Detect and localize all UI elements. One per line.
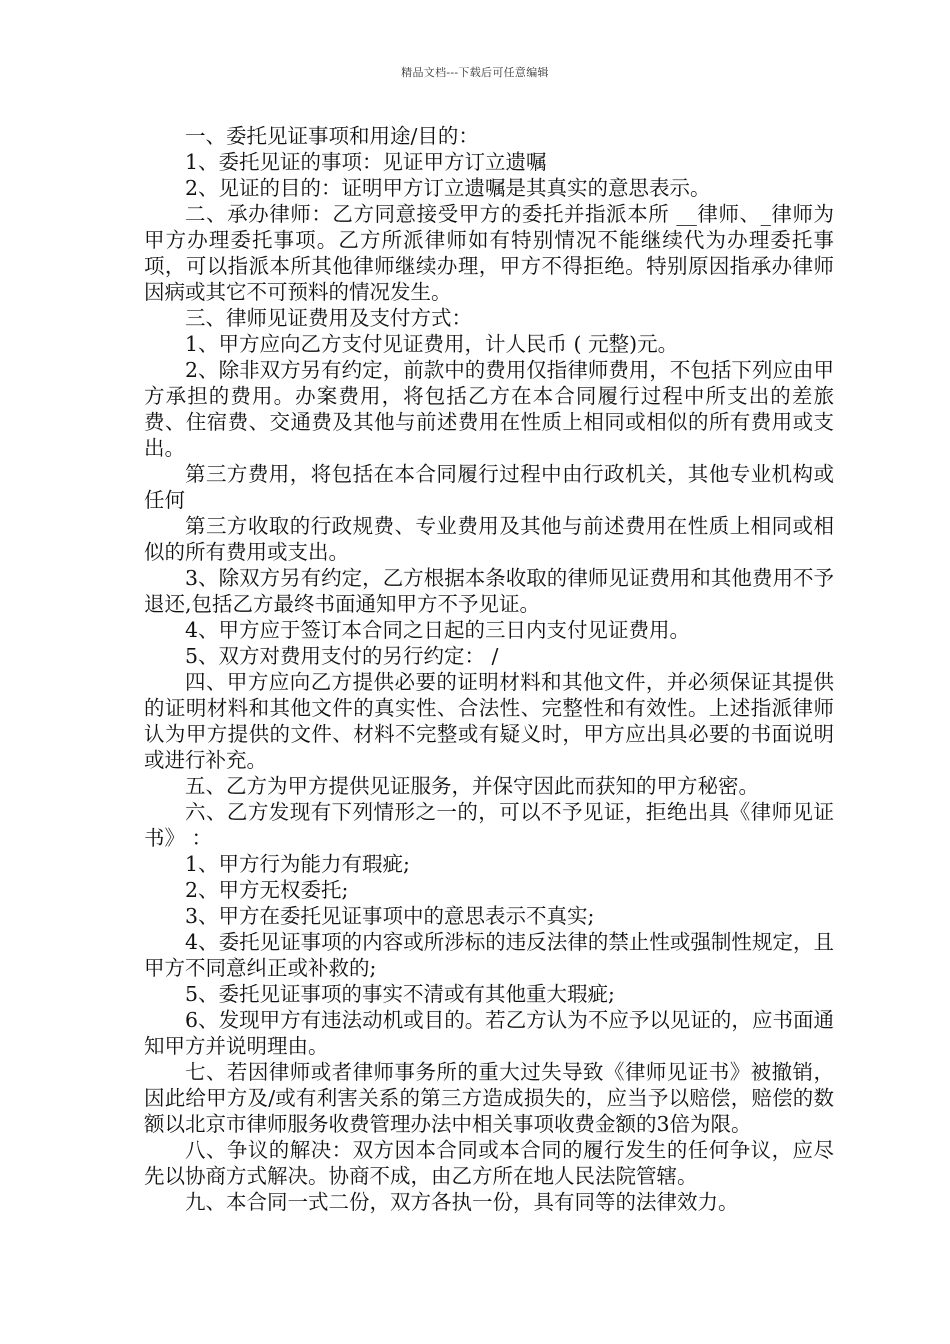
section-1-item-2: 2、见证的目的：证明甲方订立遗嘱是其真实的意思表示。 (185, 176, 711, 200)
third-party-fees-paragraph-2: 第三方收取的行政规费、专业费用及其他与前述费用在性质上相同或相似的所有费用或支出。 (144, 514, 834, 564)
section-3-item-2: 2、除非双方另有约定，前款中的费用仅指律师费用，不包括下列应由甲方承担的费用。办案费用，将包括乙方在本合同履行过程中所支出的差旅费、住宿费、交通费及其他与前述费用在性质上相同或相似的所有费用或支出。 (144, 358, 834, 460)
section-3-item-3: 3、除双方另有约定，乙方根据本条收取的律师见证费用和其他费用不予退还,包括乙方最终书面通知甲方不予见证。 (144, 566, 834, 616)
section-4-paragraph: 四、甲方应向乙方提供必要的证明材料和其他文件，并必须保证其提供的证明材料和其他文件的真实性、合法性、完整性和有效性。上述指派律师认为甲方提供的文件、材料不完整或有疑义时，甲方应出具必要的书面说明或进行补充。 (144, 670, 834, 772)
section-3-item-5: 5、双方对费用支付的另行约定： / (185, 644, 499, 668)
section-1-heading: 一、委托见证事项和用途/目的： (185, 124, 479, 148)
section-2-lawyer-paragraph: 二、承办律师：乙方同意接受甲方的委托并指派本所 __律师、_律师为甲方办理委托事项。乙方所派律师如有特别情况不能继续代为办理委托事项，可以指派本所其他律师继续办理，甲方不得拒绝。特别原因指承办律师因病或其它不可预料的情况发生。 (144, 202, 834, 304)
section-6-item-4: 4、委托见证事项的内容或所涉标的违反法律的禁止性或强制性规定，且甲方不同意纠正或补救的; (144, 930, 834, 980)
section-1-item-1: 1、委托见证的事项：见证甲方订立遗嘱 (185, 150, 547, 174)
section-6-item-1: 1、甲方行为能力有瑕疵; (185, 852, 410, 876)
section-6-item-5: 5、委托见证事项的事实不清或有其他重大瑕疵; (185, 982, 615, 1006)
section-3-item-4: 4、甲方应于签订本合同之日起的三日内支付见证费用。 (185, 618, 691, 642)
section-5-paragraph: 五、乙方为甲方提供见证服务，并保守因此而获知的甲方秘密。 (185, 774, 759, 798)
section-7-paragraph: 七、若因律师或者律师事务所的重大过失导致《律师见证书》被撤销，因此给甲方及/或有利害关系的第三方造成损失的，应当予以赔偿，赔偿的数额以北京市律师服务收费管理办法中相关事项收费金额的3倍为限。 (144, 1060, 834, 1136)
section-3-item-1: 1、甲方应向乙方支付见证费用，计人民币 ( 元整)元。 (185, 332, 679, 356)
page-header: 精品文档---下载后可任意编辑 (401, 66, 549, 79)
section-6-item-2: 2、甲方无权委托; (185, 878, 349, 902)
section-3-heading: 三、律师见证费用及支付方式： (185, 306, 472, 330)
section-9-paragraph: 九、本合同一式二份，双方各执一份，具有同等的法律效力。 (185, 1190, 739, 1214)
section-6-item-3: 3、甲方在委托见证事项中的意思表示不真实; (185, 904, 595, 928)
section-6-item-6: 6、发现甲方有违法动机或目的。若乙方认为不应予以见证的，应书面通知甲方并说明理由。 (144, 1008, 834, 1058)
document-body (144, 123, 834, 1215)
section-8-paragraph: 八、争议的解决：双方因本合同或本合同的履行发生的任何争议，应尽先以协商方式解决。协商不成，由乙方所在地人民法院管辖。 (144, 1138, 834, 1188)
section-6-paragraph: 六、乙方发现有下列情形之一的，可以不予见证，拒绝出具《律师见证书》 ： (144, 800, 834, 850)
third-party-fees-paragraph-1: 第三方费用，将包括在本合同履行过程中由行政机关，其他专业机构或任何 (144, 462, 834, 512)
